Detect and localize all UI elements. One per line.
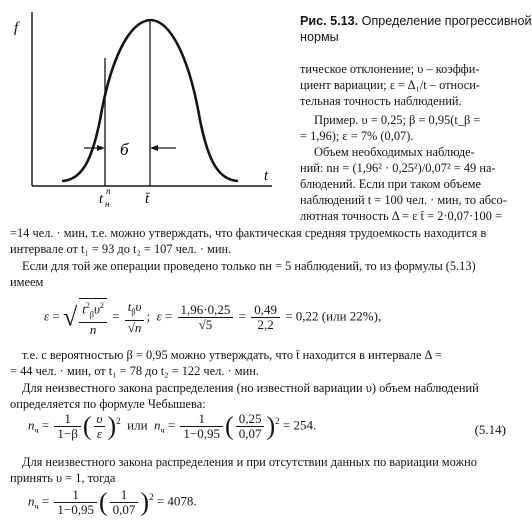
tn-sub-label: н — [105, 199, 110, 209]
tbar-label: t̄ — [145, 191, 150, 207]
tn-label: t — [99, 192, 103, 207]
right-col-line-6: ний: nн = (1,96² · 0,25²)/0,07² = 49 на- — [300, 161, 496, 175]
right-col-line-2: тельная точность наблюдений. — [300, 94, 462, 108]
body-line-8: Для неизвестного закона распределения и при отсутствии данных по вариации можно — [22, 455, 477, 469]
axis-y-label: f — [14, 20, 19, 36]
right-col-line-5: Объем необходимых наблюде- — [314, 145, 475, 159]
bell-curve-figure — [0, 0, 290, 210]
eq2-tail: = 254. — [282, 417, 317, 433]
body-line-7: определяется по формуле Чебышева: — [10, 397, 206, 411]
tn-sup-label: п — [106, 186, 111, 196]
right-col-line-1: циент вариации; ε = Δ₁/t – относи- — [300, 78, 480, 92]
right-col-line-7: блюдений. Если при таком объеме — [300, 177, 482, 191]
eq1-result: = 0,22 (или 22%), — [285, 308, 382, 324]
body-line-1: интервале от t₁ = 93 до t₂ = 107 чел. · мин. — [10, 242, 232, 256]
figure-caption-line1 — [300, 14, 532, 29]
body-line-9: принять υ = 1, тогда — [10, 471, 116, 485]
axis-x-label: t — [264, 168, 269, 184]
formula-epsilon: ε = √ $\frac{t^2_\beta\upsilon^2}{n}$ = $\frac{t_\beta\upsilon}{√n}$ ; ε = $\frac{1,96\cdot 0,25}{√5}$ = $\frac{0,49}{2,2}$ = 0,22 (или 22%), — [44, 299, 382, 337]
arrow-head-right — [97, 145, 105, 151]
body-line-5: = 44 чел. · мин, от t₁ = 78 до t₂ = 122 чел. · мин. — [10, 364, 259, 378]
right-col-line-9: лютная точность Δ = ε t̄ = 2·0,07·100 = — [300, 209, 502, 223]
formula-final: $n_ч$ = $\frac{1}{1-0,95}$ ( $\frac{1}{0,07}$ )$^2$ = 4078. — [28, 487, 197, 517]
eq3-tail: = 4078. — [156, 493, 197, 509]
right-col-line-8: наблюдений t = 100 чел. · мин, то абсо- — [300, 193, 507, 207]
body-line-2: Если для той же операции проведено только nн = 5 наблюдений, то из формулы (5.13) — [22, 259, 476, 273]
right-col-line-3: Пример. υ = 0,25; β = 0,95(t_β = — [314, 113, 481, 127]
caption-text: Определение прогрессивной — [361, 14, 532, 28]
body-line-0: =14 чел. · мин, т.е. можно утверждать, что фактическая средняя трудоемкость находится в — [10, 226, 487, 240]
right-col-line-0: тическое отклонение; υ – коэффи- — [300, 62, 480, 76]
eq2-number: (5.14) — [474, 422, 506, 437]
body-line-3: имеем — [10, 275, 44, 289]
body-line-6: Для неизвестного закона распределения (но известной вариации υ) объем наблюдений — [22, 381, 479, 395]
figure-caption-line2: нормы — [300, 30, 339, 44]
arrow-head-left — [150, 145, 158, 151]
body-line-4: т.е. с вероятностью β = 0,95 можно утверждать, что t̄ находится в интервале Δ = — [22, 348, 442, 362]
b-label: б — [120, 140, 129, 159]
figure-number: Рис. 5.13. — [300, 14, 359, 28]
right-col-line-4: = 1,96); ε = 7% (0,07). — [300, 129, 414, 143]
formula-chebyshev: $n_ч$ = $\frac{1}{1-\beta}$ ( $\frac{\upsilon}{\varepsilon}$ )$^2$ или $n_ч$ = $\frac{1}{1-0,95}$ ( $\frac{0,25}{0,07}$ )$^2$ = 254. (5.14) — [28, 411, 506, 441]
